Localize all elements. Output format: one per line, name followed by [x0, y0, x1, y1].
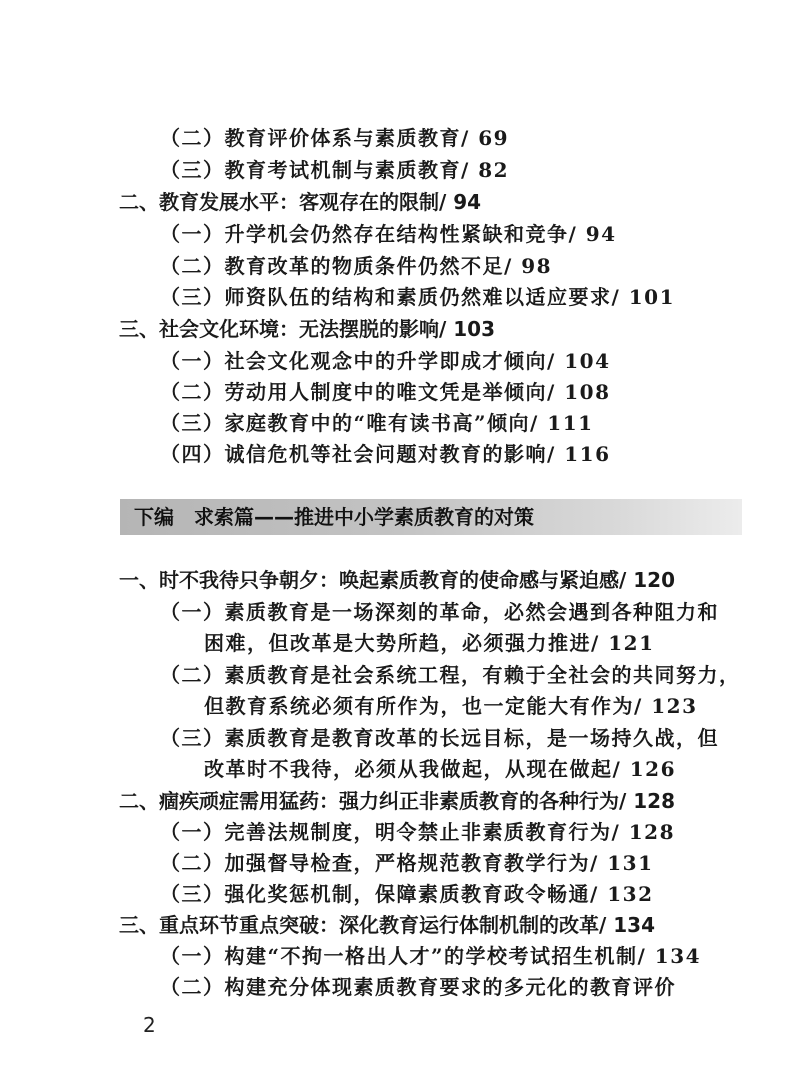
toc-entry: （一）素质教育是一场深刻的革命，必然会遇到各种阻力和 — [160, 600, 719, 624]
toc-section-heading: 三、重点环节重点突破：深化教育运行体制机制的改革/ 134 — [119, 913, 656, 937]
part-heading: 下编 求索篇——推进中小学素质教育的对策 — [134, 505, 534, 529]
toc-entry: （一）社会文化观念中的升学即成才倾向/ 104 — [160, 349, 611, 373]
toc-entry: （三）家庭教育中的“唯有读书高”倾向/ 111 — [160, 411, 594, 435]
toc-entry: （一）构建“不拘一格出人才”的学校考试招生机制/ 134 — [160, 944, 702, 968]
toc-entry-continued: 改革时不我待，必须从我做起，从现在做起/ 126 — [204, 757, 677, 781]
toc-entry: （三）素质教育是教育改革的长远目标，是一场持久战，但 — [160, 726, 719, 750]
toc-entry: （二）构建充分体现素质教育要求的多元化的教育评价 — [160, 975, 676, 999]
toc-entry: （二）教育改革的物质条件仍然不足/ 98 — [160, 254, 553, 278]
toc-section-heading: 三、社会文化环境：无法摆脱的影响/ 103 — [119, 317, 496, 341]
page-number: 2 — [143, 1013, 156, 1037]
toc-entry: （二）素质教育是社会系统工程，有赖于全社会的共同努力， — [160, 663, 741, 687]
toc-entry: （一）完善法规制度，明令禁止非素质教育行为/ 128 — [160, 820, 676, 844]
toc-section-heading: 二、痼疾顽症需用猛药：强力纠正非素质教育的各种行为/ 128 — [119, 789, 676, 813]
toc-entry: （三）强化奖惩机制，保障素质教育政令畅通/ 132 — [160, 882, 654, 906]
toc-entry: （三）师资队伍的结构和素质仍然难以适应要求/ 101 — [160, 285, 676, 309]
toc-entry: （二）劳动用人制度中的唯文凭是举倾向/ 108 — [160, 380, 611, 404]
toc-entry: （一）升学机会仍然存在结构性紧缺和竞争/ 94 — [160, 222, 617, 246]
toc-section-heading: 二、教育发展水平：客观存在的限制/ 94 — [119, 190, 482, 214]
toc-entry: （三）教育考试机制与素质教育/ 82 — [160, 158, 510, 182]
toc-entry: （二）教育评价体系与素质教育/ 69 — [160, 126, 510, 150]
toc-section-heading: 一、时不我待只争朝夕：唤起素质教育的使命感与紧迫感/ 120 — [119, 568, 676, 592]
toc-entry-continued: 但教育系统必须有所作为，也一定能大有作为/ 123 — [204, 694, 698, 718]
toc-entry: （四）诚信危机等社会问题对教育的影响/ 116 — [160, 442, 611, 466]
toc-entry: （二）加强督导检查，严格规范教育教学行为/ 131 — [160, 851, 654, 875]
toc-entry-continued: 困难，但改革是大势所趋，必须强力推进/ 121 — [204, 631, 655, 655]
part-heading-banner — [120, 499, 742, 535]
